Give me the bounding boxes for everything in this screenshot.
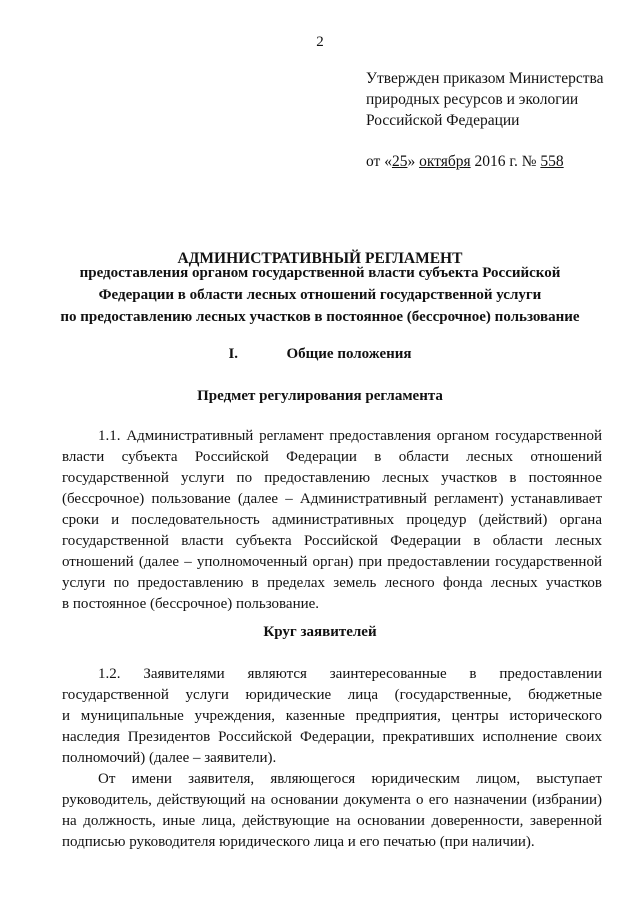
text-line: сроки и последовательность административных процедур (действий) органа	[62, 512, 602, 528]
text-line: подписью руководителя юридического лица и его печатью (при наличии).	[62, 834, 535, 850]
order-number: 558	[540, 153, 564, 170]
section-title: Общие положения	[286, 346, 412, 362]
text-line: полномочий) (далее – заявители).	[62, 750, 277, 766]
document-title: АДМИНИСТРАТИВНЫЙ РЕГЛАМЕНТ	[177, 250, 463, 267]
approval-line: природных ресурсов и экологии	[366, 91, 579, 108]
date-year: 2016 г. №	[470, 153, 541, 170]
text-line: в постоянное (бессрочное) пользование.	[62, 596, 320, 612]
text-line: услуги по предоставлению в пределах земель лесного фонда лесных участков	[62, 575, 602, 591]
subtitle-line: Федерации в области лесных отношений государственной услуги	[98, 287, 542, 303]
date-day: 25	[391, 153, 408, 170]
approval-block	[366, 68, 628, 172]
section-heading	[0, 346, 640, 363]
approval-line: Российской Федерации	[366, 112, 520, 129]
text-line: 1.1. Административный регламент предоставления органом государственной	[98, 428, 602, 444]
text-line: государственной услуги юридические лица (государственные, бюджетные	[62, 687, 602, 703]
text-line: От имени заявителя, являющегося юридическим лицом, выступает	[98, 771, 602, 787]
text-line: государственной власти субъекта Российской Федерации в области лесных	[62, 533, 602, 549]
text-line: на должность, иные лица, действующие на основании доверенности, заверенной	[62, 813, 602, 829]
date-prefix: от «	[366, 153, 392, 170]
date-mid: »	[407, 153, 420, 170]
subtitle-line: по предоставлению лесных участков в постоянное (бессрочное) пользование	[60, 309, 580, 325]
subsection-heading-subject: Предмет регулирования регламента	[197, 388, 443, 404]
text-line: наследия Президентов Российской Федерации, прекративших исполнение своих	[62, 729, 602, 745]
text-line: государственной услуги по предоставлению лесных участков в постоянное	[62, 470, 602, 486]
subsection-heading-applicants: Круг заявителей	[263, 624, 377, 640]
section-number: I.	[228, 346, 239, 362]
text-line: руководитель, действующий на основании документа о его назначении (избрании)	[62, 792, 602, 808]
page-number: 2	[316, 34, 324, 50]
date-month: октября	[419, 153, 471, 170]
text-line: отношений (далее – уполномоченный орган) при предоставлении государственной	[62, 554, 602, 570]
approval-line: Утвержден приказом Министерства	[366, 70, 604, 87]
text-line: и муниципальные учреждения, казенные предприятия, центры исторического	[62, 708, 602, 724]
text-line: 1.2. Заявителями являются заинтересованные в предоставлении	[98, 666, 602, 682]
paragraph-1-2	[62, 664, 602, 853]
approval-date	[366, 151, 628, 172]
text-line: власти субъекта Российской Федерации в области лесных отношений	[62, 449, 602, 465]
document-subtitle	[20, 262, 620, 328]
paragraph-1-1	[62, 426, 602, 615]
text-line: (бессрочное) пользование (далее – Административный регламент) устанавливает	[62, 491, 602, 507]
subtitle-line: предоставления органом государственной власти субъекта Российской	[79, 265, 561, 281]
